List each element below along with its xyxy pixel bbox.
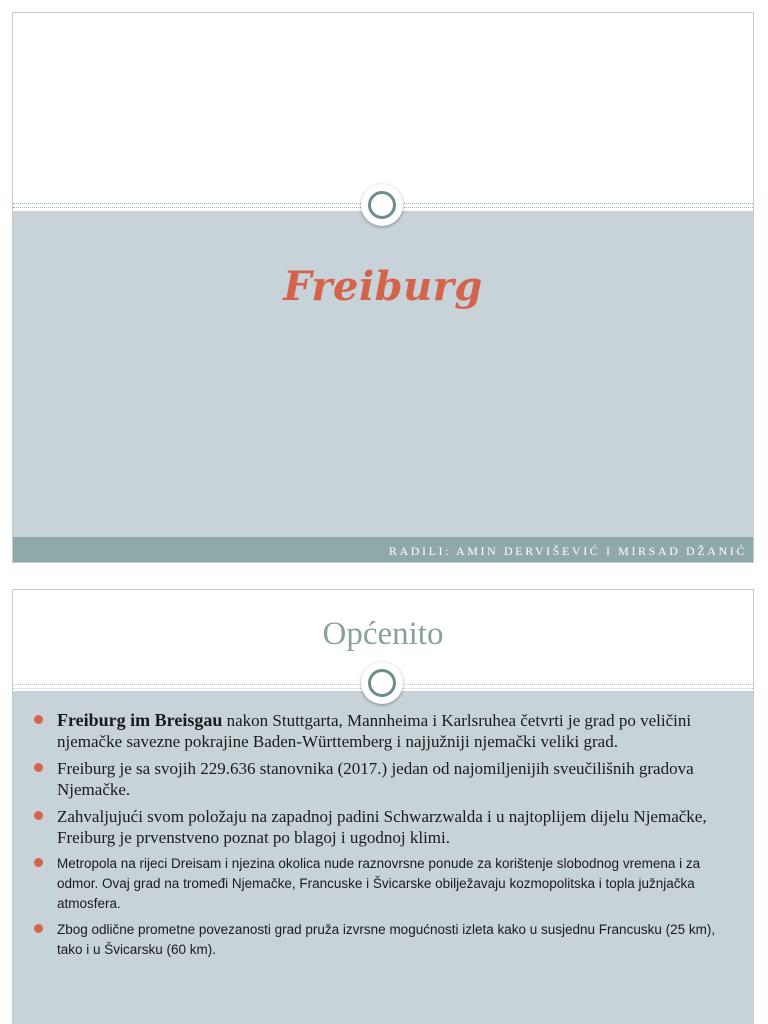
circle-ornament-icon: [361, 184, 403, 226]
bullet-list: [31, 710, 741, 966]
bullet-text: Metropola na rijeci Dreisam i njezina okolica nude raznovrsne ponude za korištenje slobodnog vremena i za odmor. Ovaj grad na tromeđi Njemačke, Francuske i Švicarske obilježavaju kozmopolitska i topla južnjačka atmosfera.: [57, 856, 701, 911]
content-slide: [12, 589, 754, 1024]
bullet-text: Freiburg je sa svojih 229.636 stanovnika (2017.) jedan od najomiljenijih sveučilišnih gradova Njemačke.: [57, 759, 694, 799]
bullet-text: nakon Stuttgarta, Mannheima i Karlsruhea četvrti je grad po veličini njemačke savezne pokrajine Baden-Württemberg i najjužniji njemački veliki grad.: [57, 711, 692, 751]
section-title: Općenito: [322, 616, 444, 652]
list-item: [31, 710, 741, 752]
slide-title: Freiburg: [283, 263, 483, 310]
title-slide-top-panel: [13, 13, 753, 211]
bullet-text: Zbog odlične prometne povezanosti grad pruža izvrsne mogućnosti izleta kako u susjednu Francusku (25 km), tako i u Švicarsku (60 km).: [57, 922, 716, 957]
list-item: [31, 920, 741, 960]
title-slide-main-panel: [13, 211, 753, 537]
authors-text: RADILI: AMIN DERVIŠEVIĆ I MIRSAD DŽANIĆ: [388, 544, 747, 558]
list-item: [31, 854, 741, 914]
title-slide: [12, 12, 754, 563]
bullet-text: Zahvaljujući svom položaju na zapadnoj padini Schwarzwalda i u najtoplijem dijelu Njemačke, Freiburg je prvenstveno poznat po blagoj i ugodnoj klimi.: [57, 807, 707, 847]
circle-ornament-icon: [361, 662, 403, 704]
list-item: [31, 758, 741, 800]
bullet-lead-text: Freiburg im Breisgau: [57, 710, 223, 730]
list-item: [31, 806, 741, 848]
